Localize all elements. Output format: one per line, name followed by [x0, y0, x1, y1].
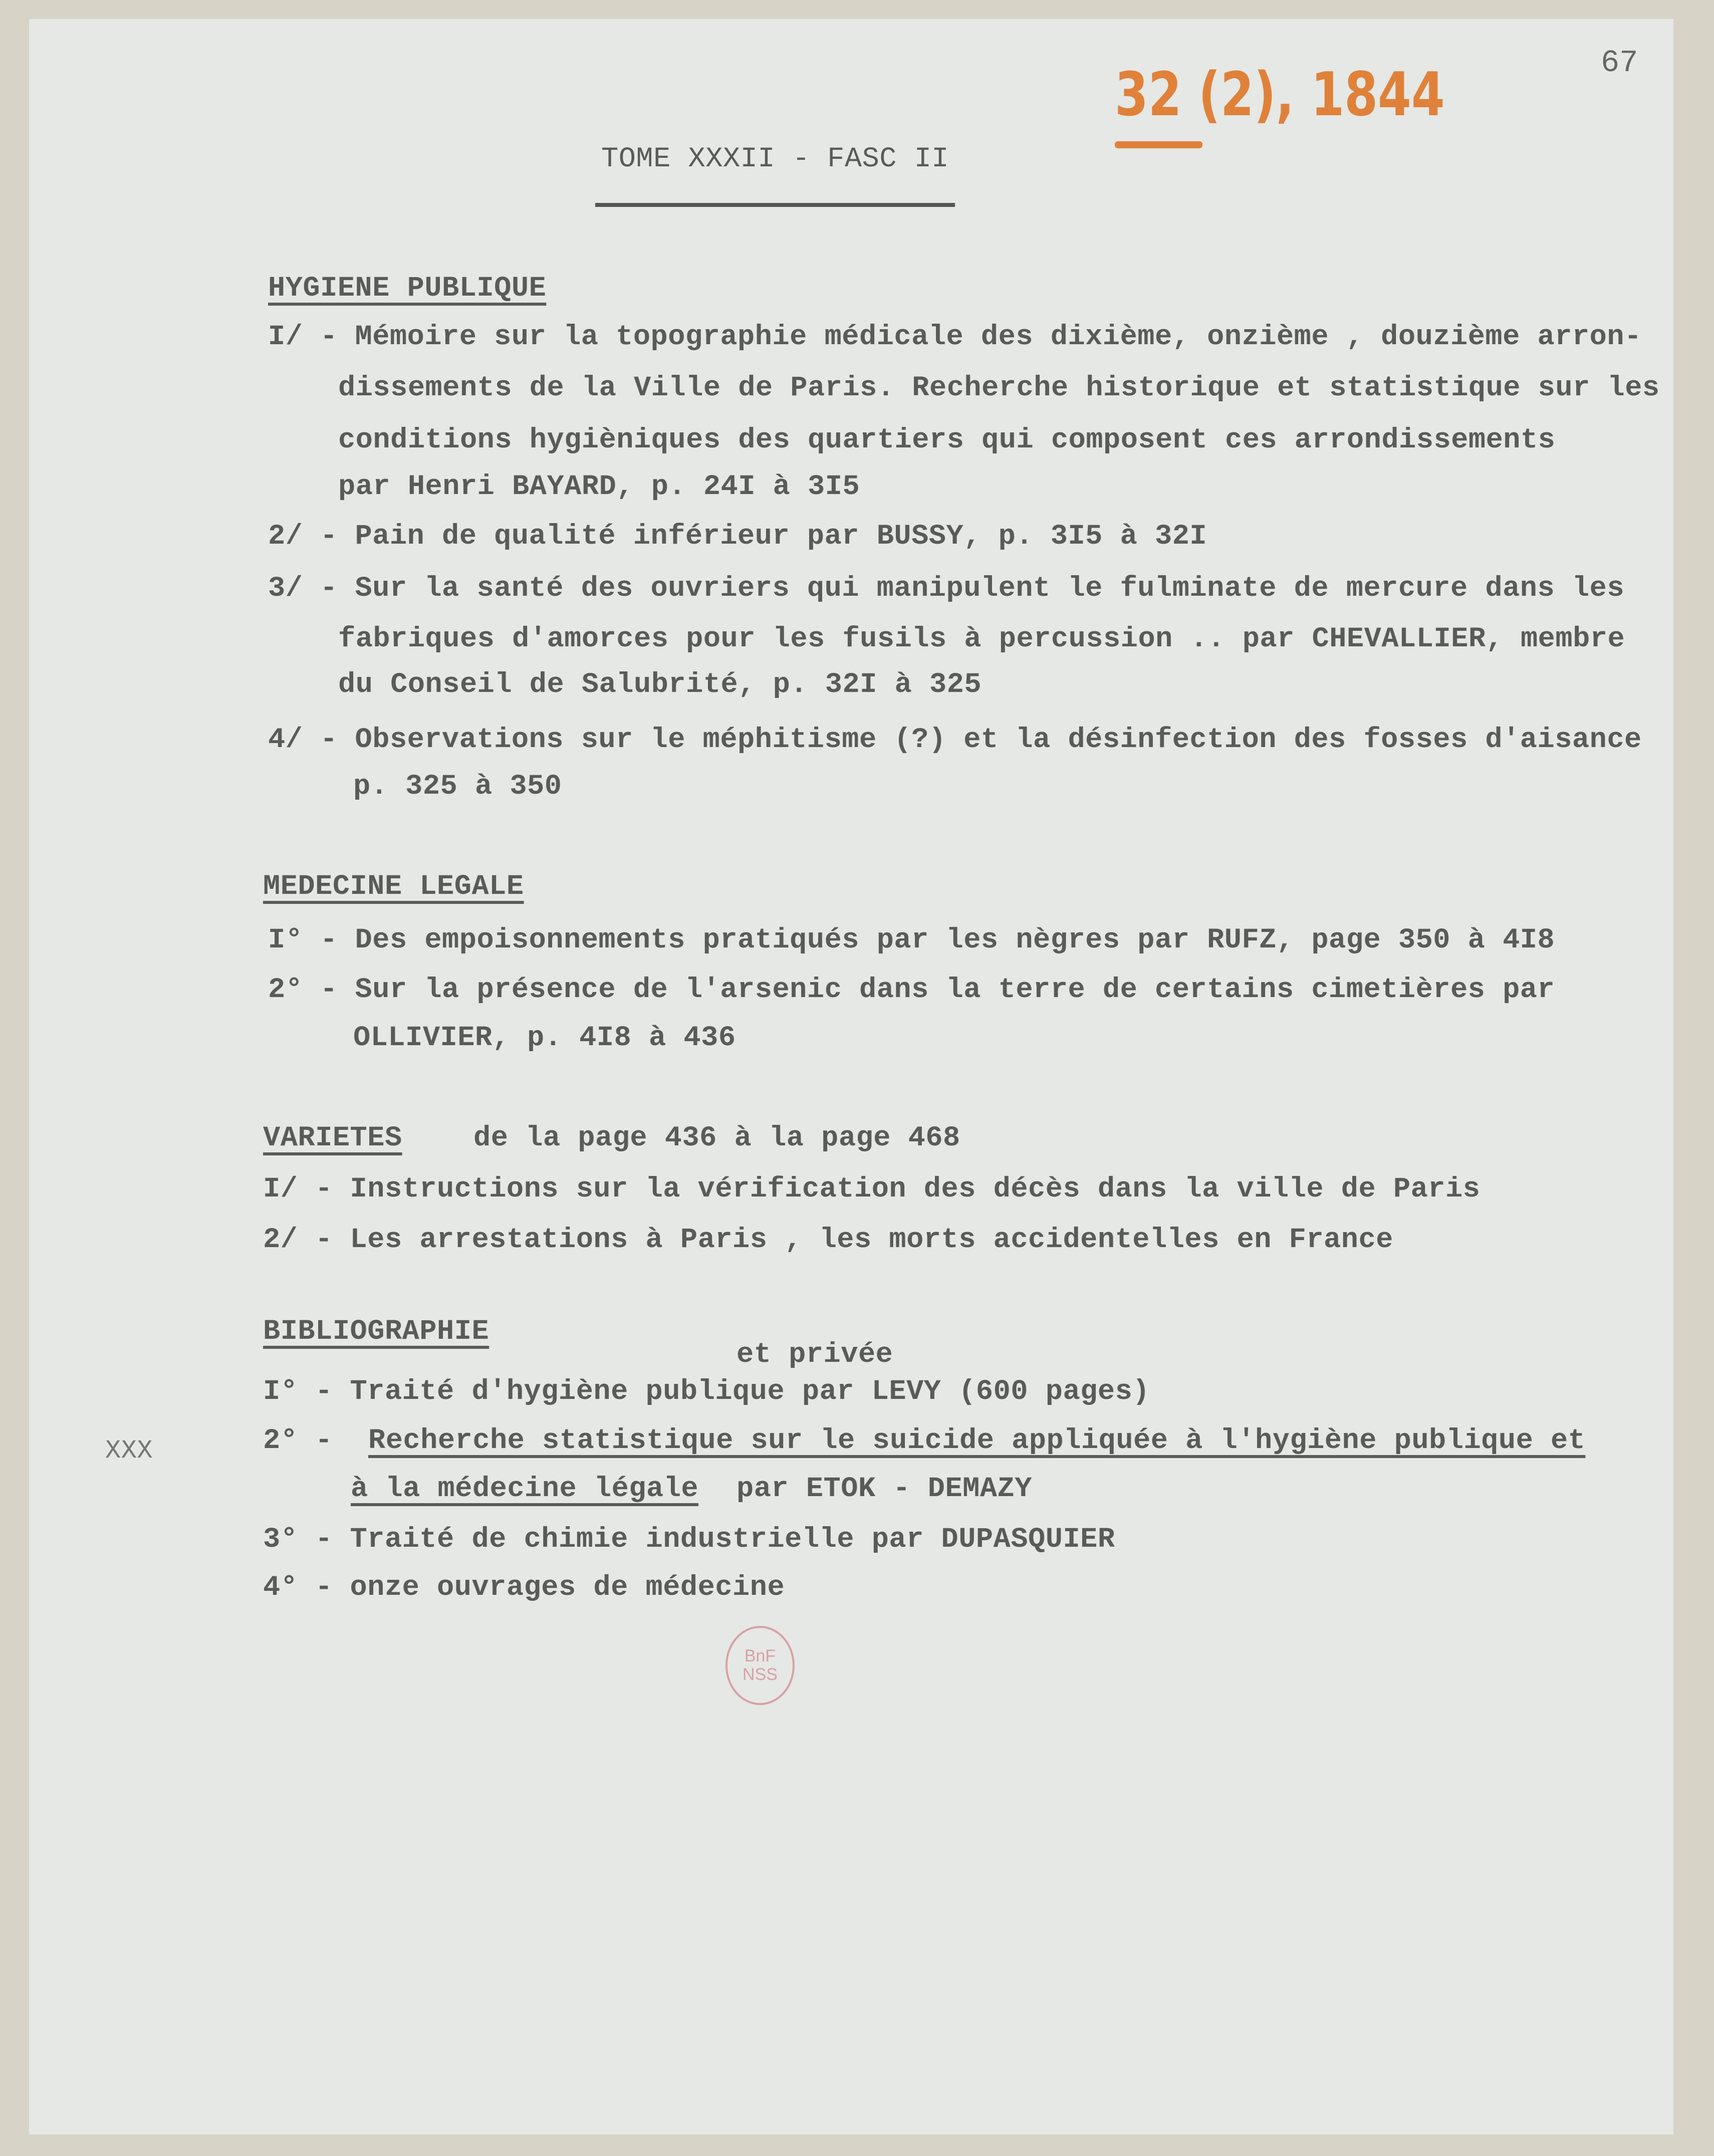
list-item-cont: conditions hygièniques des quartiers qui composent ces arrondissements — [338, 424, 1556, 456]
page-number: 67 — [1601, 45, 1638, 81]
list-item: I/ - Instructions sur la vérification des décès dans la ville de Paris — [263, 1173, 1481, 1206]
list-item-cont: OLLIVIER, p. 4I8 à 436 — [353, 1022, 736, 1054]
section-heading-medecine: MEDECINE LEGALE — [263, 871, 524, 903]
varietes-page-range: de la page 436 à la page 468 — [473, 1122, 960, 1154]
list-item-cont: p. 325 à 350 — [353, 771, 562, 803]
list-item: 2/ - Les arrestations à Paris , les morts accidentelles en France — [263, 1224, 1393, 1256]
page-title: TOME XXXII - FASC II — [601, 143, 949, 175]
list-item: I° - Traité d'hygiène publique par LEVY (600 pages) — [263, 1376, 1150, 1408]
list-item: I° - Des empoisonnements pratiqués par les nègres par RUFZ, page 350 à 4I8 — [268, 924, 1555, 956]
list-item: 2/ - Pain de qualité inférieur par BUSSY, p. 3I5 à 32I — [268, 521, 1207, 553]
list-item-author: par ETOK - DEMAZY — [737, 1473, 1032, 1505]
list-item-cont: dissements de la Ville de Paris. Recherche historique et statistique sur les — [338, 372, 1660, 404]
library-stamp — [725, 1626, 795, 1705]
list-item-title: à la médecine légale — [351, 1473, 699, 1505]
list-item: 3° - Traité de chimie industrielle par DUPASQUIER — [263, 1524, 1115, 1556]
list-item: 4/ - Observations sur le méphitisme (?) et la désinfection des fosses d'aisance — [268, 724, 1642, 756]
list-item: I/ - Mémoire sur la topographie médicale des dixième, onzième , douzième arron- — [268, 321, 1642, 353]
stamp-text: BnF — [744, 1646, 776, 1665]
section-heading-hygiene: HYGIENE PUBLIQUE — [268, 273, 547, 305]
list-item-title: Recherche statistique sur le suicide appliquée à l'hygiène publique et — [368, 1425, 1586, 1457]
list-item: 2° - Sur la présence de l'arsenic dans la terre de certains cimetières par — [268, 974, 1555, 1006]
section-heading-varietes: VARIETES — [263, 1122, 402, 1154]
list-item-cont: par Henri BAYARD, p. 24I à 3I5 — [338, 471, 860, 503]
stamp-text: NSS — [743, 1665, 778, 1684]
section-heading-bibliographie: BIBLIOGRAPHIE — [263, 1316, 489, 1348]
list-item-cont: du Conseil de Salubrité, p. 32I à 325 — [338, 669, 982, 701]
list-item-number: 2° - — [263, 1425, 333, 1457]
handwritten-underline — [1115, 141, 1202, 148]
list-item: 4° - onze ouvrages de médecine — [263, 1572, 785, 1604]
handwritten-reference: 32 (2), 1844 — [1115, 60, 1445, 130]
list-item-cont: fabriques d'amorces pour les fusils à percussion .. par CHEVALLIER, membre — [338, 623, 1625, 655]
inserted-text: et privée — [737, 1339, 893, 1371]
margin-mark: XXX — [105, 1436, 153, 1466]
title-underline — [595, 203, 955, 207]
list-item: 3/ - Sur la santé des ouvriers qui manipulent le fulminate de mercure dans les — [268, 573, 1625, 605]
